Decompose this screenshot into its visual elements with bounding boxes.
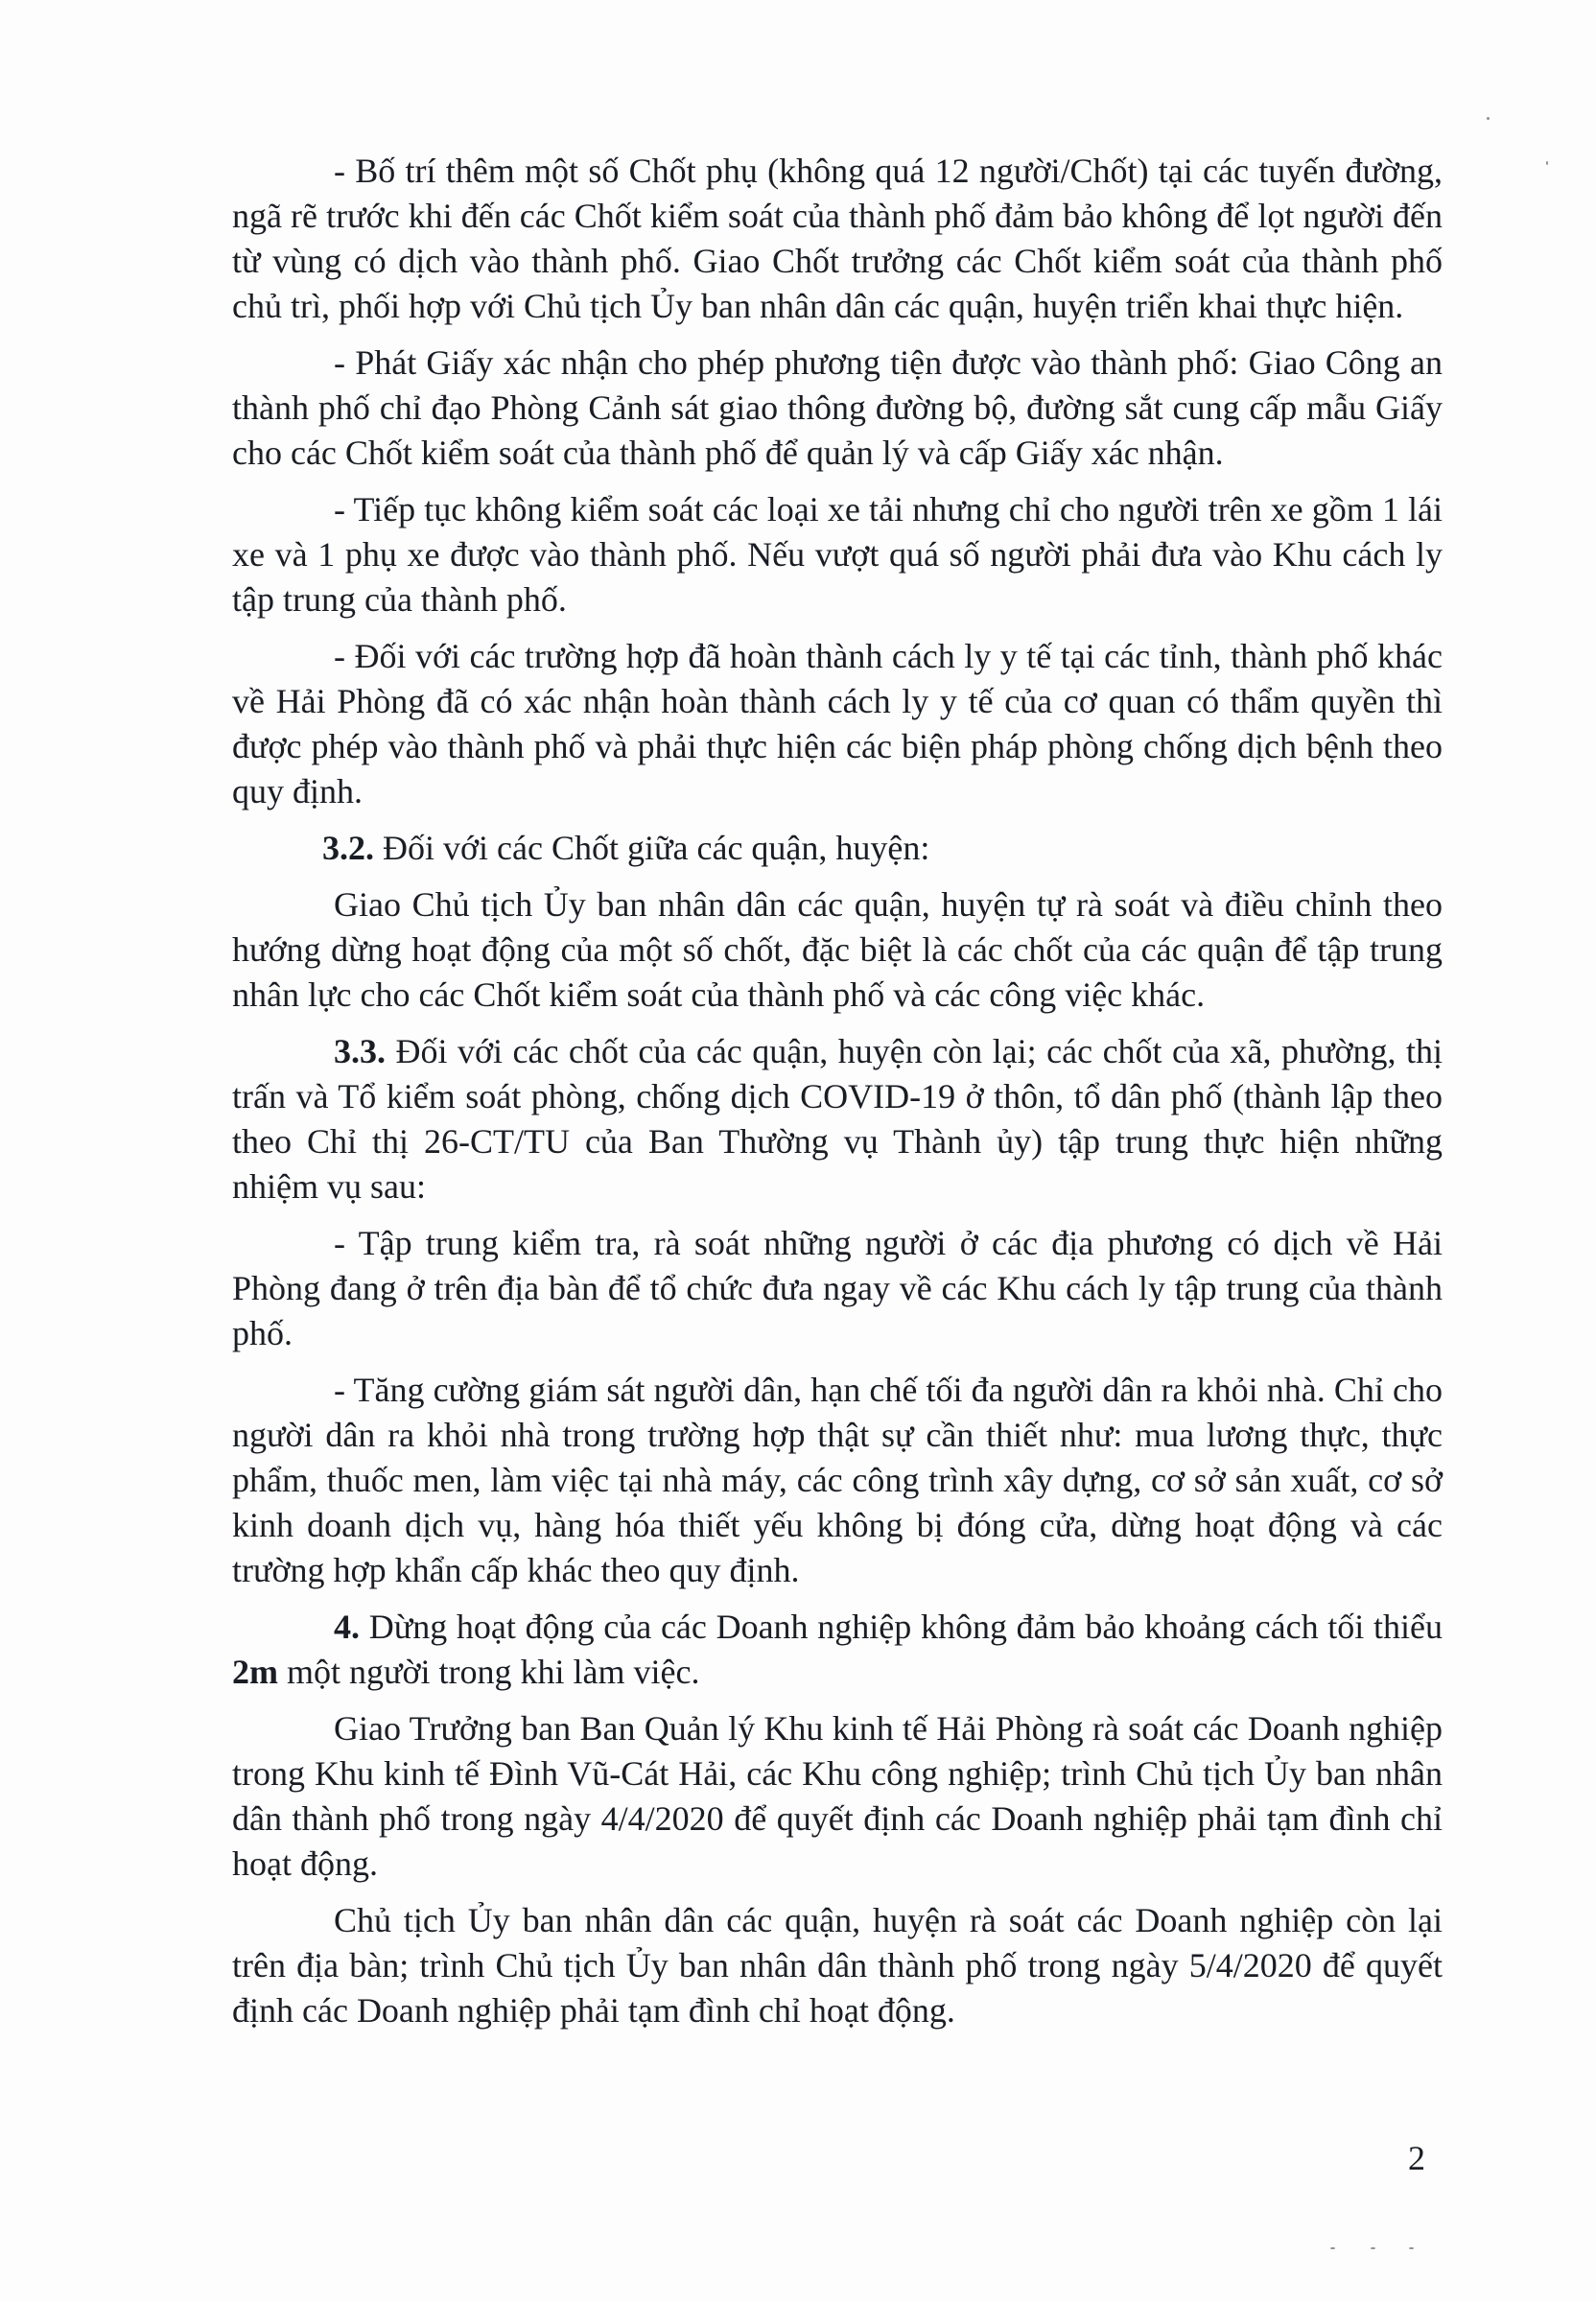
- section-3-3-item-supervision: - Tăng cường giám sát người dân, hạn chế tối đa người dân ra khỏi nhà. Chỉ cho người dân ra khỏi nhà trong trường hợp thật sự cần thiết như: mua lương thực, thực phẩm, thuốc men, làm việc tại nhà máy, các công trình xây dựng, cơ sở sản xuất, cơ sở kinh doanh dịch vụ, hàng hóa thiết yếu không bị đóng cửa, dừng hoạt động và các trường hợp khẩn cấp khác theo quy định.: [232, 1371, 1443, 1589]
- section-3-2-heading: [232, 826, 1443, 871]
- document-body: [232, 149, 1443, 2045]
- paragraph-confirmation-papers: - Phát Giấy xác nhận cho phép phương tiện được vào thành phố: Giao Công an thành phố chỉ đạo Phòng Cảnh sát giao thông đường bộ, đường sắt cung cấp mẫu Giấy cho các Chốt kiểm soát của thành phố để quản lý và cấp Giấy xác nhận.: [232, 343, 1443, 472]
- paragraph-additional-checkpoints: - Bố trí thêm một số Chốt phụ (không quá 12 người/Chốt) tại các tuyến đường, ngã rẽ trước khi đến các Chốt kiểm soát của thành phố đảm bảo không để lọt người đến từ vùng có dịch vào thành phố. Giao Chốt trưởng các Chốt kiểm soát của thành phố chủ trì, phối hợp với Chủ tịch Ủy ban nhân dân các quận, huyện triển khai thực hiện.: [232, 152, 1443, 325]
- section-4-intro: [232, 1605, 1443, 1695]
- scan-speck: [1371, 2247, 1375, 2249]
- section-3-2-title: Đối với các Chốt giữa các quận, huyện:: [374, 829, 930, 867]
- section-3-2-body: Giao Chủ tịch Ủy ban nhân dân các quận, huyện tự rà soát và điều chỉnh theo hướng dừng hoạt động của một số chốt, đặc biệt là các chốt của các quận để tập trung nhân lực cho các Chốt kiểm soát của thành phố và các công việc khác.: [232, 885, 1443, 1014]
- section-4-districts: Chủ tịch Ủy ban nhân dân các quận, huyện rà soát các Doanh nghiệp còn lại trên địa bàn; trình Chủ tịch Ủy ban nhân dân thành phố trong ngày 5/4/2020 để quyết định các Doanh nghiệp phải tạm đình chỉ hoạt động.: [232, 1901, 1443, 2030]
- scan-speck: [1330, 2247, 1335, 2249]
- section-3-3-number: 3.3.: [334, 1032, 386, 1070]
- scan-speck: [1487, 117, 1490, 120]
- section-3-3-text: Đối với các chốt của các quận, huyện còn lại; các chốt của xã, phường, thị trấn và Tổ kiểm soát phòng, chống dịch COVID-19 ở thôn, tổ dân phố (thành lập theo theo Chỉ thị 26-CT/TU của Ban Thường vụ Thành ủy) tập trung thực hiện những nhiệm vụ sau:: [232, 1032, 1443, 1206]
- scan-speck: [1409, 2247, 1414, 2249]
- section-4-number: 4.: [334, 1608, 360, 1646]
- paragraph-completed-isolation: - Đối với các trường hợp đã hoàn thành cách ly y tế tại các tỉnh, thành phố khác về Hải Phòng đã có xác nhận hoàn thành cách ly y tế của cơ quan có thẩm quyền thì được phép vào thành phố và phải thực hiện các biện pháp phòng chống dịch bệnh theo quy định.: [232, 637, 1443, 810]
- page-number: 2: [1408, 2139, 1425, 2177]
- section-4-text-after: một người trong khi làm việc.: [278, 1653, 700, 1691]
- section-4-distance-value: 2m: [232, 1653, 278, 1691]
- section-4-text-before: Dừng hoạt động của các Doanh nghiệp không đảm bảo khoảng cách tối thiểu: [360, 1608, 1443, 1646]
- scan-speck: [1546, 161, 1548, 165]
- section-3-2-number: 3.2.: [322, 829, 374, 867]
- section-3-3-item-inspection: - Tập trung kiểm tra, rà soát những người ở các địa phương có dịch về Hải Phòng đang ở trên địa bàn để tổ chức đưa ngay về các Khu cách ly tập trung của thành phố.: [232, 1224, 1443, 1352]
- section-4-economic-zone: Giao Trưởng ban Ban Quản lý Khu kinh tế Hải Phòng rà soát các Doanh nghiệp trong Khu kinh tế Đình Vũ-Cát Hải, các Khu công nghiệp; trình Chủ tịch Ủy ban nhân dân thành phố trong ngày 4/4/2020 để quyết định các Doanh nghiệp phải tạm đình chỉ hoạt động.: [232, 1709, 1443, 1883]
- paragraph-trucks: - Tiếp tục không kiểm soát các loại xe tải nhưng chỉ cho người trên xe gồm 1 lái xe và 1 phụ xe được vào thành phố. Nếu vượt quá số người phải đưa vào Khu cách ly tập trung của thành phố.: [232, 490, 1443, 619]
- section-3-3-intro: [232, 1029, 1443, 1209]
